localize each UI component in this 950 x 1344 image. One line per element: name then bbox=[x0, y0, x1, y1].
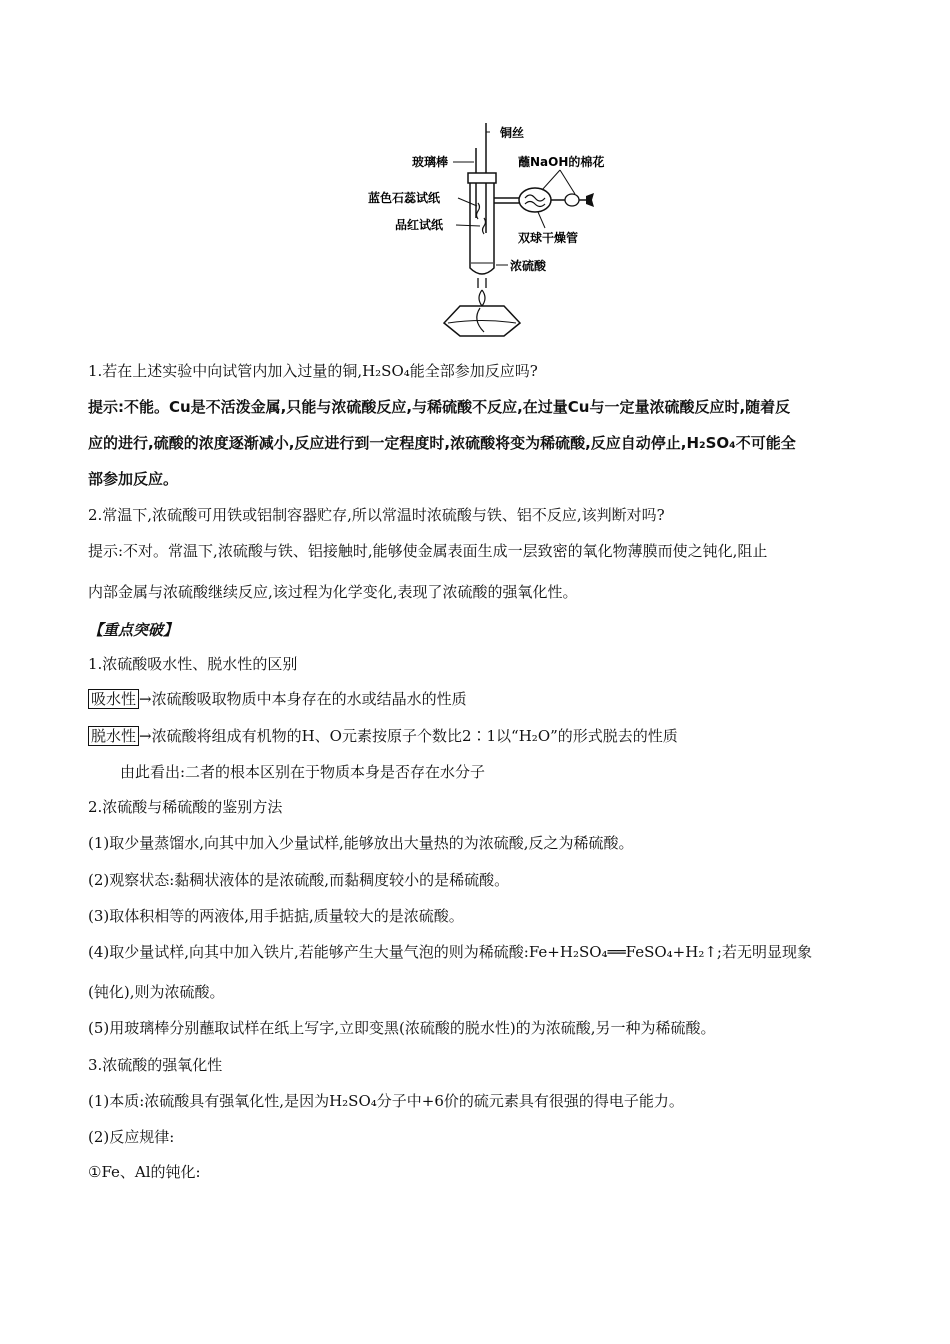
hint-2-line-1: 提示:不对。常温下,浓硫酸与铁、铝接触时,能够使金属表面生成一层致密的氧化物薄膜而使之钝化,阻止 bbox=[88, 542, 768, 560]
absorb-text: →浓硫酸吸取物质中本身存在的水或结晶水的性质 bbox=[139, 690, 467, 708]
method-2: (2)观察状态:黏稠状液体的是浓硫酸,而黏稠度较小的是稀硫酸。 bbox=[88, 871, 510, 889]
point-3-sub-2: (2)反应规律: bbox=[88, 1128, 175, 1146]
hint-1-line-1: 提示:不能。Cu是不活泼金属,只能与浓硫酸反应,与稀硫酸不反应,在过量Cu与一定量浓硫酸反应时,随着反 bbox=[88, 398, 791, 416]
point-1-title: 1.浓硫酸吸水性、脱水性的区别 bbox=[88, 655, 298, 673]
label-conc-acid: 浓硫酸 bbox=[510, 259, 547, 273]
label-blue-litmus: 蓝色石蕊试纸 bbox=[368, 191, 441, 205]
dehyd-row bbox=[88, 726, 678, 746]
method-5: (5)用玻璃棒分别蘸取试样在纸上写字,立即变黑(浓硫酸的脱水性)的为浓硫酸,另一种为稀硫酸。 bbox=[88, 1019, 716, 1037]
label-double-ball-tube: 双球干燥管 bbox=[518, 231, 579, 245]
method-1: (1)取少量蒸馏水,向其中加入少量试样,能够放出大量热的为浓硫酸,反之为稀硫酸。 bbox=[88, 834, 634, 852]
stopper bbox=[468, 173, 496, 183]
point-3-sub-1: (1)本质:浓硫酸具有强氧化性,是因为H₂SO₄分子中+6价的硫元素具有很强的得电子能力。 bbox=[88, 1092, 684, 1110]
label-glass-rod: 玻璃棒 bbox=[412, 155, 449, 169]
hint-1-line-2: 应的进行,硫酸的浓度逐渐减小,反应进行到一定程度时,浓硫酸将变为稀硫酸,反应自动停止,H₂SO₄不可能全 bbox=[88, 434, 796, 452]
hint-2-line-2: 内部金属与浓硫酸继续反应,该过程为化学变化,表现了浓硫酸的强氧化性。 bbox=[88, 583, 578, 601]
label-magenta-paper: 品红试纸 bbox=[395, 218, 444, 232]
point-3-sub-3: ①Fe、Al的钝化: bbox=[88, 1163, 201, 1181]
method-3: (3)取体积相等的两液体,用手掂掂,质量较大的是浓硫酸。 bbox=[88, 907, 464, 925]
label-copper-wire: 铜丝 bbox=[500, 126, 525, 140]
hint-1-line-3: 部参加反应。 bbox=[88, 470, 179, 488]
point-3-title: 3.浓硫酸的强氧化性 bbox=[88, 1056, 223, 1074]
question-2: 2.常温下,浓硫酸可用铁或铝制容器贮存,所以常温时浓硫酸与铁、铝不反应,该判断对吗? bbox=[88, 506, 665, 524]
point-1-conclusion: 由此看出:二者的根本区别在于物质本身是否存在水分子 bbox=[120, 763, 486, 781]
section-heading: 【重点突破】 bbox=[88, 621, 179, 639]
absorb-row bbox=[88, 689, 467, 709]
absorb-box: 吸水性 bbox=[88, 689, 139, 709]
apparatus-diagram bbox=[360, 118, 620, 348]
flame bbox=[479, 290, 485, 306]
point-2-title: 2.浓硫酸与稀硫酸的鉴别方法 bbox=[88, 798, 283, 816]
method-4-line-1: (4)取少量试样,向其中加入铁片,若能够产生大量气泡的则为稀硫酸:Fe+H₂SO₄══FeSO₄+H₂↑;若无明显现象 bbox=[88, 943, 812, 961]
method-4-line-2: (钝化),则为浓硫酸。 bbox=[88, 983, 225, 1001]
dehyd-text: →浓硫酸将组成有机物的H、O元素按原子个数比2∶1以“H₂O”的形式脱去的性质 bbox=[139, 727, 678, 745]
double-ball-drying-tube bbox=[519, 188, 551, 212]
test-tube bbox=[470, 183, 494, 274]
question-1: 1.若在上述实验中向试管内加入过量的铜,H₂SO₄能全部参加反应吗? bbox=[88, 362, 538, 380]
dehyd-box: 脱水性 bbox=[88, 726, 139, 746]
label-naoh-cotton: 蘸NaOH的棉花 bbox=[518, 155, 605, 169]
